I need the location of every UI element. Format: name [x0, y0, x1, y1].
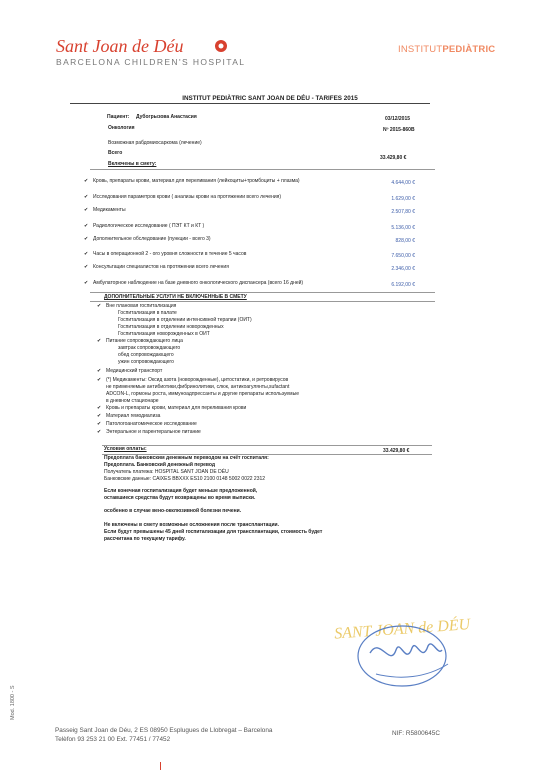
- extra-other-item: Патологоанатомическое исследование: [106, 421, 197, 427]
- note-1-line-2: оставшиеся средства будут возвращены во время выписки.: [104, 495, 256, 501]
- note-3-line-2: Если будут превышены 45 дней госпитализации для трансплантации, стоимость будет: [104, 529, 323, 535]
- included-end-rule: [90, 292, 435, 293]
- department: Онкология: [108, 125, 135, 131]
- payment-line-2: Предоплата. Банковский денежный перевод: [104, 462, 216, 468]
- included-item-label: Амбулаторное наблюдение на базе дневного онкологического диспансера (всего 16 дней): [93, 280, 304, 286]
- document-title-block: [70, 95, 470, 102]
- food-subitem: обед сопровождающего: [118, 352, 174, 358]
- side-code: Mod. 1800 - S: [10, 685, 16, 720]
- check-icon: ✔: [97, 368, 102, 374]
- included-item-label: Кровь, препараты крови, материал для переливания (лейкоциты+тромбоциты + плазма): [93, 178, 300, 184]
- included-item-label: Дополнительное обследование (пункции - всего 3): [93, 236, 211, 242]
- note-3-line-3: рассчитана по текущему тарифу.: [104, 536, 186, 542]
- hospitalization-subitem: Госпитализация новорожденных в ОИТ: [118, 331, 210, 337]
- extra-other-item: (*) Медикаменты: Оксид азота (новорожденные), цитостатики, и ретровирусов: [106, 377, 289, 383]
- hospital-logo: [56, 34, 245, 67]
- included-item-amount: 4.644,00 €: [391, 180, 415, 186]
- check-icon: ✔: [97, 338, 102, 344]
- check-icon: ✔: [84, 194, 89, 200]
- hospital-logo-wordmark: [56, 34, 221, 58]
- included-item-amount: 1.629,00 €: [391, 196, 415, 202]
- document-title: INSTITUT PEDIÀTRIC SANT JOAN DE DÉU - TARIFES 2015: [182, 95, 358, 102]
- note-1-line-1: Если конечная госпитализация будет меньше предложенной,: [104, 488, 258, 494]
- logo-subtitle: BARCELONA CHILDREN'S HOSPITAL: [56, 57, 246, 67]
- footer-nif: NIF: R5800645C: [392, 730, 440, 737]
- institute-suffix: PEDIÀTRIC: [442, 44, 496, 55]
- extra-other-item: не применяемые антибиотики,фибринолитики, слюк, антикоагулянты,sufactant: [106, 384, 290, 390]
- check-icon: ✔: [97, 303, 102, 309]
- hospitalization-subitem: Госпитализация в палате: [118, 310, 177, 316]
- extra-heading: ДОПОЛНИТЕЛЬНЫЕ УСЛУГИ НЕ ВКЛЮЧЕННЫЕ В СМЕТУ: [104, 294, 247, 300]
- check-icon: ✔: [97, 405, 102, 411]
- included-item-amount: 2.507,80 €: [391, 209, 415, 215]
- extra-rule: [90, 301, 435, 302]
- check-icon: ✔: [84, 264, 89, 270]
- extra-other-item: Медицинский транспорт: [106, 368, 163, 374]
- payment-label: Условия оплаты:: [104, 446, 147, 452]
- check-icon: ✔: [84, 223, 89, 229]
- check-icon: ✔: [84, 207, 89, 213]
- document-date: 03/12/2015: [385, 116, 411, 122]
- total-value: 33.429,80 €: [380, 155, 407, 161]
- diagnosis: Возможная рабдомиосаркома (лечение): [108, 140, 202, 146]
- payment-line-4: Банковские данные: CAIXES BBXXX ES10 2100 0148 5002 0022 2312: [104, 476, 266, 482]
- extra-other-item: Материал гемодиализа: [106, 413, 161, 419]
- payment-value: 33.429,80 €: [383, 448, 410, 454]
- extra-other-item: Энтеральное и парентеральное питание: [106, 429, 201, 435]
- institute-brand: [398, 44, 495, 55]
- food-subitem: ужин сопровождающего: [118, 359, 174, 365]
- check-icon: ✔: [84, 236, 89, 242]
- included-item-label: Консультации специалистов на протяжении всего лечения: [93, 264, 229, 270]
- footer-address-1: Passeig Sant Joan de Déu, 2 ES 08950 Esplugues de Llobregat – Barcelona: [55, 727, 273, 734]
- check-icon: ✔: [97, 429, 102, 435]
- bottom-tick: [160, 762, 161, 770]
- hospital-stamp: [330, 598, 480, 693]
- signature-stroke: [370, 644, 442, 656]
- included-item-amount: 828,00 €: [395, 238, 415, 244]
- document-number: Nº 2015-860B: [383, 127, 415, 133]
- extra-other-item: ADCON-L, гормоны роста, иммуноадпрессанты и другие препараты используемые: [106, 391, 299, 397]
- note-2: особенно в случае вено-окклюзивной болезни печени.: [104, 508, 242, 514]
- svg-text:Sant Joan de Déu: Sant Joan de Déu: [56, 36, 184, 56]
- included-item-label: Исследования параметров крови ( анализы крови на протяжении всего лечения): [93, 194, 282, 200]
- included-item-label: Медикаменты: [93, 207, 126, 213]
- payment-top-rule: [102, 445, 432, 446]
- total-label: Всего: [108, 150, 123, 156]
- extra-other-item: в дневном стационаре: [106, 398, 159, 404]
- check-icon: ✔: [84, 280, 89, 286]
- title-rule: [70, 103, 430, 104]
- extra-other-item: Кровь и препараты крови, материал для переливания крови: [106, 405, 247, 411]
- patient-name: Дубогрызова Анастасия: [136, 114, 197, 120]
- note-3-line-1: Не включены в смету возможные осложнения после трансплантации.: [104, 522, 280, 528]
- hospitalization-subitem: Госпитализация в отделении новорожденных: [118, 324, 224, 330]
- extra-food: Питание сопровождающего лица: [106, 338, 183, 344]
- institute-prefix: INSTITUT: [398, 44, 443, 55]
- payment-line-1: Предоплата банковским денежным переводом на счёт госпиталя:: [104, 455, 269, 461]
- included-heading: Включены в смету:: [108, 161, 157, 167]
- check-icon: ✔: [97, 421, 102, 427]
- included-rule: [90, 169, 435, 170]
- payment-line-3: Получатель платежа: HOSPITAL SANT JOAN DE DÉU: [104, 469, 229, 475]
- extra-hospitalization: Вне плановая госпитализация: [106, 303, 177, 309]
- stamp-text: SANT JOAN de DÉU: [333, 616, 471, 643]
- included-item-amount: 2.346,00 €: [391, 266, 415, 272]
- food-subitem: завтрак сопровождающего: [118, 345, 181, 351]
- check-icon: ✔: [84, 178, 89, 184]
- signature-underline: [376, 664, 448, 677]
- footer-address-2: Telèfon 93 253 21 00 Ext. 77451 / 77452: [55, 736, 171, 743]
- check-icon: ✔: [84, 251, 89, 257]
- included-item-amount: 5.136,00 €: [391, 225, 415, 231]
- check-icon: ✔: [97, 377, 102, 383]
- hospitalization-subitem: Госпитализация в отделении интенсивной терапии (ОИТ): [118, 317, 252, 323]
- hospital-logo-icon: [214, 39, 228, 53]
- included-item-label: Часы в операционной 2 - ого уровня сложности в течение 5 часов: [93, 251, 247, 257]
- included-item-amount: 7.650,00 €: [391, 253, 415, 259]
- patient-label: Пациент:: [107, 114, 130, 120]
- check-icon: ✔: [97, 413, 102, 419]
- included-item-amount: 6.192,00 €: [391, 282, 415, 288]
- included-item-label: Радиологическое исследование ( ПЭТ КТ и КТ ): [93, 223, 205, 229]
